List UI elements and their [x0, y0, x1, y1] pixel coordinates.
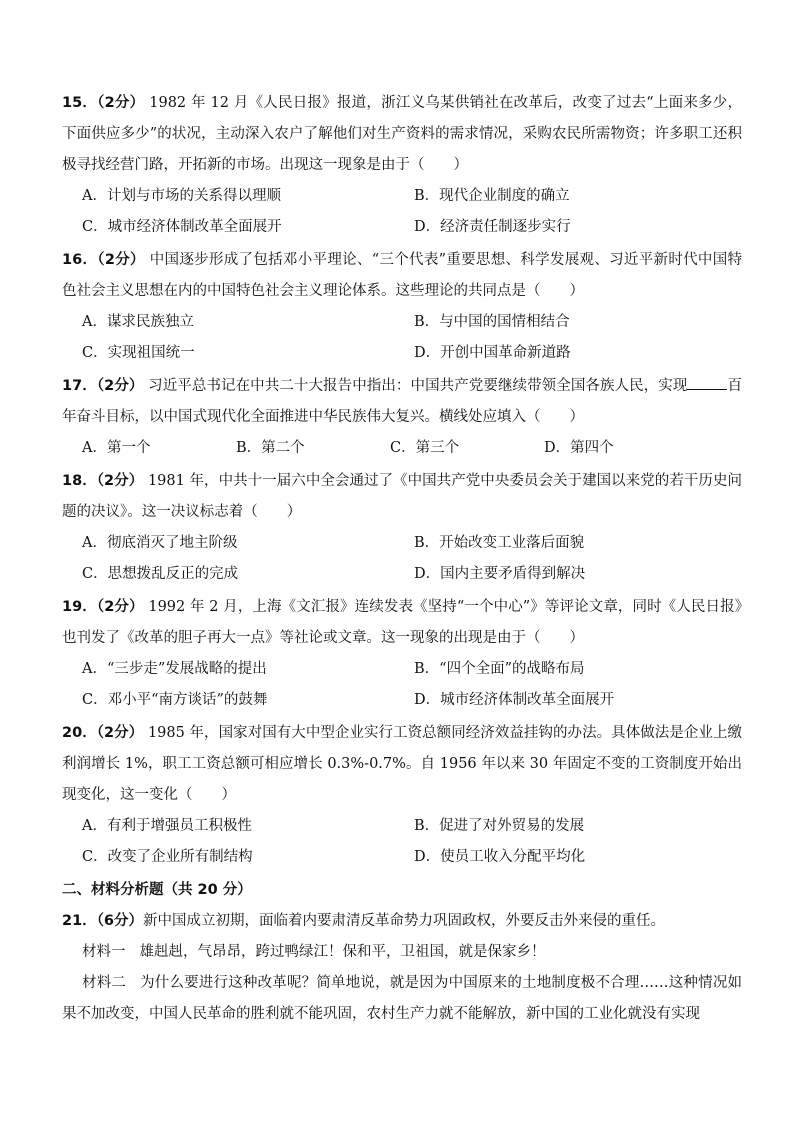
question-number: 19． — [62, 599, 97, 615]
question-stem — [62, 245, 742, 307]
option-d: D．第四个 — [544, 440, 614, 456]
material-2 — [62, 968, 742, 1030]
material-text: 雄赳赳，气昂昂，跨过鸭绿江！保和平，卫祖国，就是保家乡！ — [139, 944, 546, 960]
question-15 — [62, 88, 742, 243]
question-stem — [62, 718, 742, 811]
option-b: B．第二个 — [236, 440, 305, 456]
question-score: （2分） — [96, 725, 144, 741]
question-17 — [62, 371, 742, 464]
option-d: D．城市经济体制改革全面展开 — [414, 692, 615, 708]
question-number: 15． — [62, 95, 98, 111]
question-score: （2分） — [96, 473, 144, 489]
material-tag: 材料一 — [82, 944, 126, 960]
option-c: C．第三个 — [390, 440, 460, 456]
option-b: B．与中国的国情相结合 — [414, 314, 570, 330]
fill-blank — [687, 373, 727, 390]
question-score: （2分） — [96, 599, 144, 615]
question-score: （2分） — [97, 252, 145, 268]
question-number: 17． — [62, 378, 97, 394]
option-a: A．谋求民族独立 — [82, 314, 194, 330]
option-a: A．“三步走”发展战略的提出 — [82, 661, 267, 677]
option-d: D．使员工收入分配平均化 — [414, 849, 586, 865]
question-text: 1982 年 12 月《人民日报》报道，浙江义乌某供销社在改革后，改变了过去“上面来多少，下面供应多少”的状况，主动深入农户了解他们对生产资料的需求情况，采购农民所需物资；许多职工还积极寻找经营门路，开拓新的市场。出现这一现象是由于（ ） — [62, 95, 743, 173]
question-number: 18． — [62, 473, 97, 489]
question-text: 1992 年 2 月，上海《文汇报》连续发表《坚持“一个中心”》等评论文章，同时《人民日报》也刊发了《改革的胆子再大一点》等社论或文章。这一现象的出现是由于（ ） — [62, 599, 742, 646]
material-text: 为什么要进行这种改革呢？简单地说，就是因为中国原来的土地制度极不合理……这种情况如果不加改变，中国人民革命的胜利就不能巩固，农村生产力就不能解放，新中国的工业化就没有实现 — [62, 975, 743, 1022]
material-1 — [62, 937, 742, 968]
question-number: 16． — [62, 252, 98, 268]
question-text-part1: 习近平总书记在中共二十大报告中指出：中国共产党要继续带领全国各族人民，实现 — [148, 378, 688, 394]
section-heading: 二、材料分析题（共 20 分） — [62, 882, 252, 898]
options — [62, 654, 742, 716]
option-b: B．现代企业制度的确立 — [414, 188, 570, 204]
question-21 — [62, 906, 742, 1030]
question-stem — [62, 592, 742, 654]
options — [62, 433, 742, 464]
material-tag: 材料二 — [82, 975, 127, 991]
exam-page — [62, 88, 742, 1032]
option-a: A．彻底消灭了地主阶级 — [82, 535, 238, 551]
question-score: （2分） — [96, 378, 144, 394]
option-a: A．第一个 — [82, 440, 151, 456]
option-c: C．城市经济体制改革全面展开 — [82, 219, 282, 235]
question-score: （2分） — [97, 95, 145, 111]
question-text: 1985 年，国家对国有大中型企业实行工资总额同经济效益挂钩的办法。具体做法是企业上缴利润增长 1%，职工工资总额可相应增长 0.3%-0.7%。自 1956 年以来 30 年固定不变的工资制度开始出现变化，这一变化（ ） — [62, 725, 743, 803]
question-number: 20． — [62, 725, 97, 741]
question-text: 中国逐步形成了包括邓小平理论、“三个代表”重要思想、科学发展观、习近平新时代中国特色社会主义思想在内的中国特色社会主义理论体系。这些理论的共同点是（ ） — [62, 252, 743, 299]
option-d: D．经济责任制逐步实行 — [414, 219, 571, 235]
question-stem — [62, 88, 742, 181]
options — [62, 181, 742, 243]
question-text-part2: 百年奋斗目标，以中国式现代化全面推进中华民族伟大复兴。横线处应填入（ ） — [62, 378, 742, 425]
option-d: D．开创中国革命新道路 — [414, 345, 571, 361]
question-stem — [62, 371, 742, 433]
question-score: （6分） — [96, 913, 144, 929]
question-stem — [62, 906, 742, 937]
option-c: C．邓小平“南方谈话”的鼓舞 — [82, 692, 268, 708]
option-d: D．国内主要矛盾得到解决 — [414, 566, 586, 582]
question-stem — [62, 466, 742, 528]
options — [62, 307, 742, 369]
question-20 — [62, 718, 742, 873]
question-19 — [62, 592, 742, 716]
option-c: C．改变了企业所有制结构 — [82, 849, 253, 865]
option-c: C．思想拨乱反正的完成 — [82, 566, 239, 582]
question-16 — [62, 245, 742, 369]
option-a: A．计划与市场的关系得以理顺 — [82, 188, 281, 204]
question-text: 1981 年，中共十一届六中全会通过了《中国共产党中央委员会关于建国以来党的若干历史问题的决议》。这一决议标志着（ ） — [62, 473, 743, 520]
question-18 — [62, 466, 742, 590]
option-b: B．“四个全面”的战略布局 — [414, 661, 585, 677]
options — [62, 811, 742, 873]
option-b: B．开始改变工业落后面貌 — [414, 535, 585, 551]
options — [62, 528, 742, 590]
question-text: 新中国成立初期，面临着内要肃清反革命势力巩固政权，外要反击外来侵的重任。 — [143, 913, 666, 929]
option-a: A．有利于增强员工积极性 — [82, 818, 252, 834]
option-c: C．实现祖国统一 — [82, 345, 195, 361]
question-number: 21． — [62, 913, 97, 929]
option-b: B．促进了对外贸易的发展 — [414, 818, 585, 834]
